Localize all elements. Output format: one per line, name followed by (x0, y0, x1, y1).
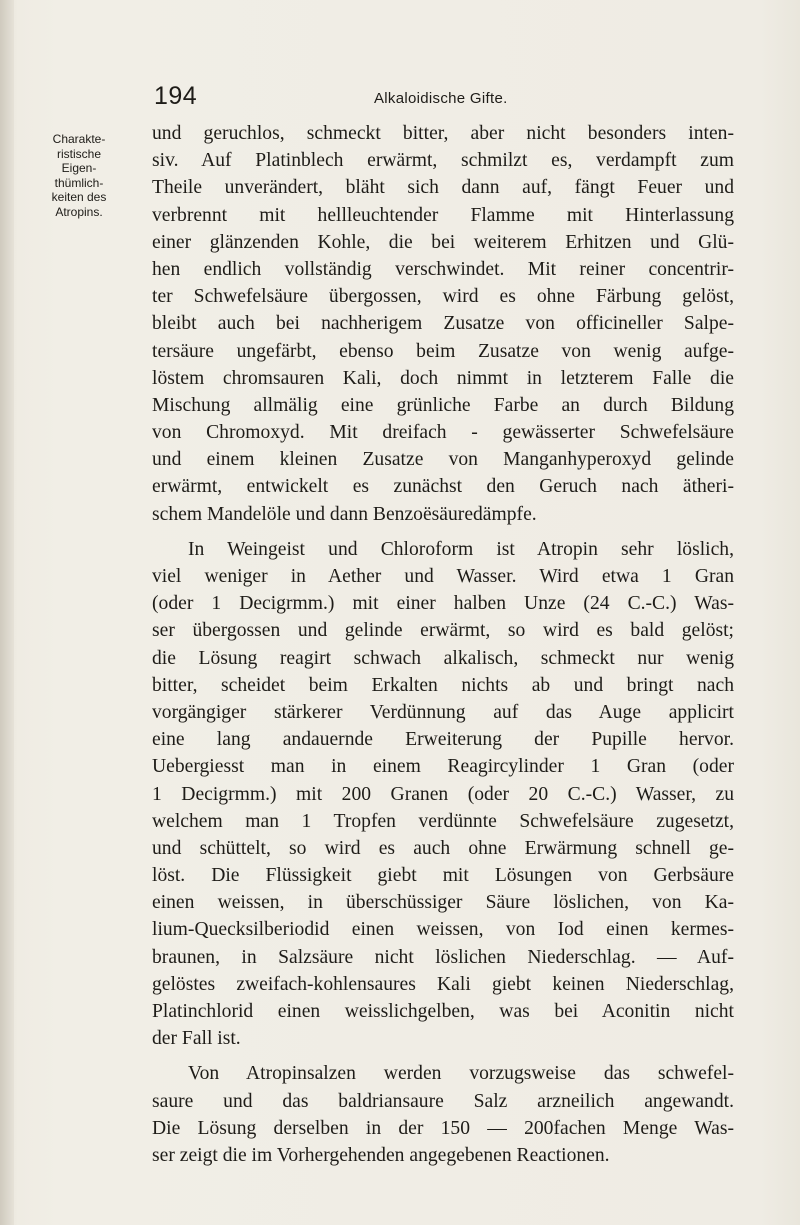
text-line: (oder 1 Decigrmm.) mit einer halben Unze (24 C.-C.) Was- (152, 593, 734, 615)
text-line: welchem man 1 Tropfen verdünnte Schwefelsäure zugesetzt, (152, 810, 734, 832)
text-line: tersäure ungefärbt, ebenso beim Zusatze von wenig aufge- (152, 340, 734, 362)
text-line: löst. Die Flüssigkeit giebt mit Lösungen von Gerbsäure (152, 865, 734, 887)
text-line: Platinchlorid einen weisslichgelben, was bei Aconitin nicht (152, 1001, 734, 1022)
text-line: hen endlich vollständig verschwindet. Mit reiner concentrir- (152, 258, 734, 280)
text-line: Von Atropinsalzen werden vorzugsweise das schwefel- (188, 1063, 734, 1085)
text-line: bitter, scheidet beim Erkalten nichts ab und bringt nach (152, 674, 734, 696)
text-line: ter Schwefelsäure übergossen, wird es ohne Färbung gelöst, (152, 286, 734, 308)
text-line: saure und das baldriansaure Salz arzneilich angewandt. (152, 1090, 734, 1112)
paragraph (152, 1060, 734, 1169)
binding-shadow (0, 0, 14, 1225)
text-line: Mischung allmälig eine grünliche Farbe an durch Bildung (152, 394, 734, 416)
text-line: siv. Auf Platinblech erwärmt, schmilzt es, verdampft zum (152, 150, 734, 172)
text-line: lium-Quecksilberiodid einen weissen, von Iod einen kermes- (152, 919, 734, 941)
text-line: die Lösung reagirt schwach alkalisch, schmeckt nur wenig (152, 647, 734, 669)
text-line: vorgängiger stärkerer Verdünnung auf das Auge applicirt (152, 701, 734, 723)
text-line: eine lang andauernde Erweiterung der Pupille hervor. (152, 729, 734, 751)
text-line: einer glänzenden Kohle, die bei weiterem Erhitzen und Glü- (152, 231, 734, 253)
margin-note-line: thümlich- (54, 175, 104, 190)
margin-note (38, 132, 120, 219)
text-line: ser zeigt die im Vorhergehenden angegebenen Reactionen. (152, 1144, 610, 1166)
page-header (154, 82, 734, 112)
margin-note-line: Charakte- (52, 132, 106, 146)
margin-note-line: keiten des (51, 190, 107, 204)
text-line: und schüttelt, so wird es auch ohne Erwärmung schnell ge- (152, 837, 734, 859)
text-line: ser übergossen und gelinde erwärmt, so wird es bald gelöst; (152, 620, 734, 642)
text-line: bleibt auch bei nachherigem Zusatze von officineller Salpe- (152, 313, 734, 335)
text-line: viel weniger in Aether und Wasser. Wird etwa 1 Gran (152, 566, 734, 587)
text-line: Die Lösung derselben in der 150 — 200fachen Menge Was- (152, 1117, 734, 1139)
text-line: der Fall ist. (152, 1028, 241, 1050)
margin-note-line: ristische (56, 146, 101, 161)
text-line: löstem chromsauren Kali, doch nimmt in letzterem Falle die (152, 367, 734, 389)
paragraph-gap (152, 528, 734, 536)
margin-note-line: Atropins. (55, 204, 103, 219)
text-line: braunen, in Salzsäure nicht löslichen Niederschlag. — Auf- (152, 946, 734, 968)
paragraph-gap (152, 1052, 734, 1060)
running-title: Alkaloidische Gifte. (374, 90, 508, 107)
text-line: schem Mandelöle und dann Benzoësäuredämpfe. (152, 503, 537, 525)
body-text (152, 120, 734, 1169)
paragraph (152, 536, 734, 1053)
margin-note-line: Eigen- (61, 161, 97, 175)
paragraph (152, 120, 734, 528)
text-line: Uebergiesst man in einem Reagircylinder 1 Gran (oder (152, 756, 734, 778)
text-line: und geruchlos, schmeckt bitter, aber nicht besonders inten- (152, 123, 734, 144)
text-line: Theile unverändert, bläht sich dann auf, fängt Feuer und (152, 177, 734, 199)
text-line: erwärmt, entwickelt es zunächst den Geruch nach ätheri- (152, 476, 734, 498)
text-line: verbrennt mit hellleuchtender Flamme mit Hinterlassung (152, 204, 734, 226)
text-line: 1 Decigrmm.) mit 200 Granen (oder 20 C.-C.) Wasser, zu (152, 783, 734, 805)
text-line: In Weingeist und Chloroform ist Atropin sehr löslich, (188, 538, 734, 560)
page-number: 194 (154, 82, 198, 110)
text-line: und einem kleinen Zusatze von Manganhyperoxyd gelinde (152, 449, 734, 471)
text-line: von Chromoxyd. Mit dreifach - gewässerter Schwefelsäure (152, 422, 734, 444)
text-line: einen weissen, in überschüssiger Säure löslichen, von Ka- (152, 892, 734, 914)
text-line: gelöstes zweifach-kohlensaures Kali giebt keinen Niederschlag, (152, 973, 734, 995)
